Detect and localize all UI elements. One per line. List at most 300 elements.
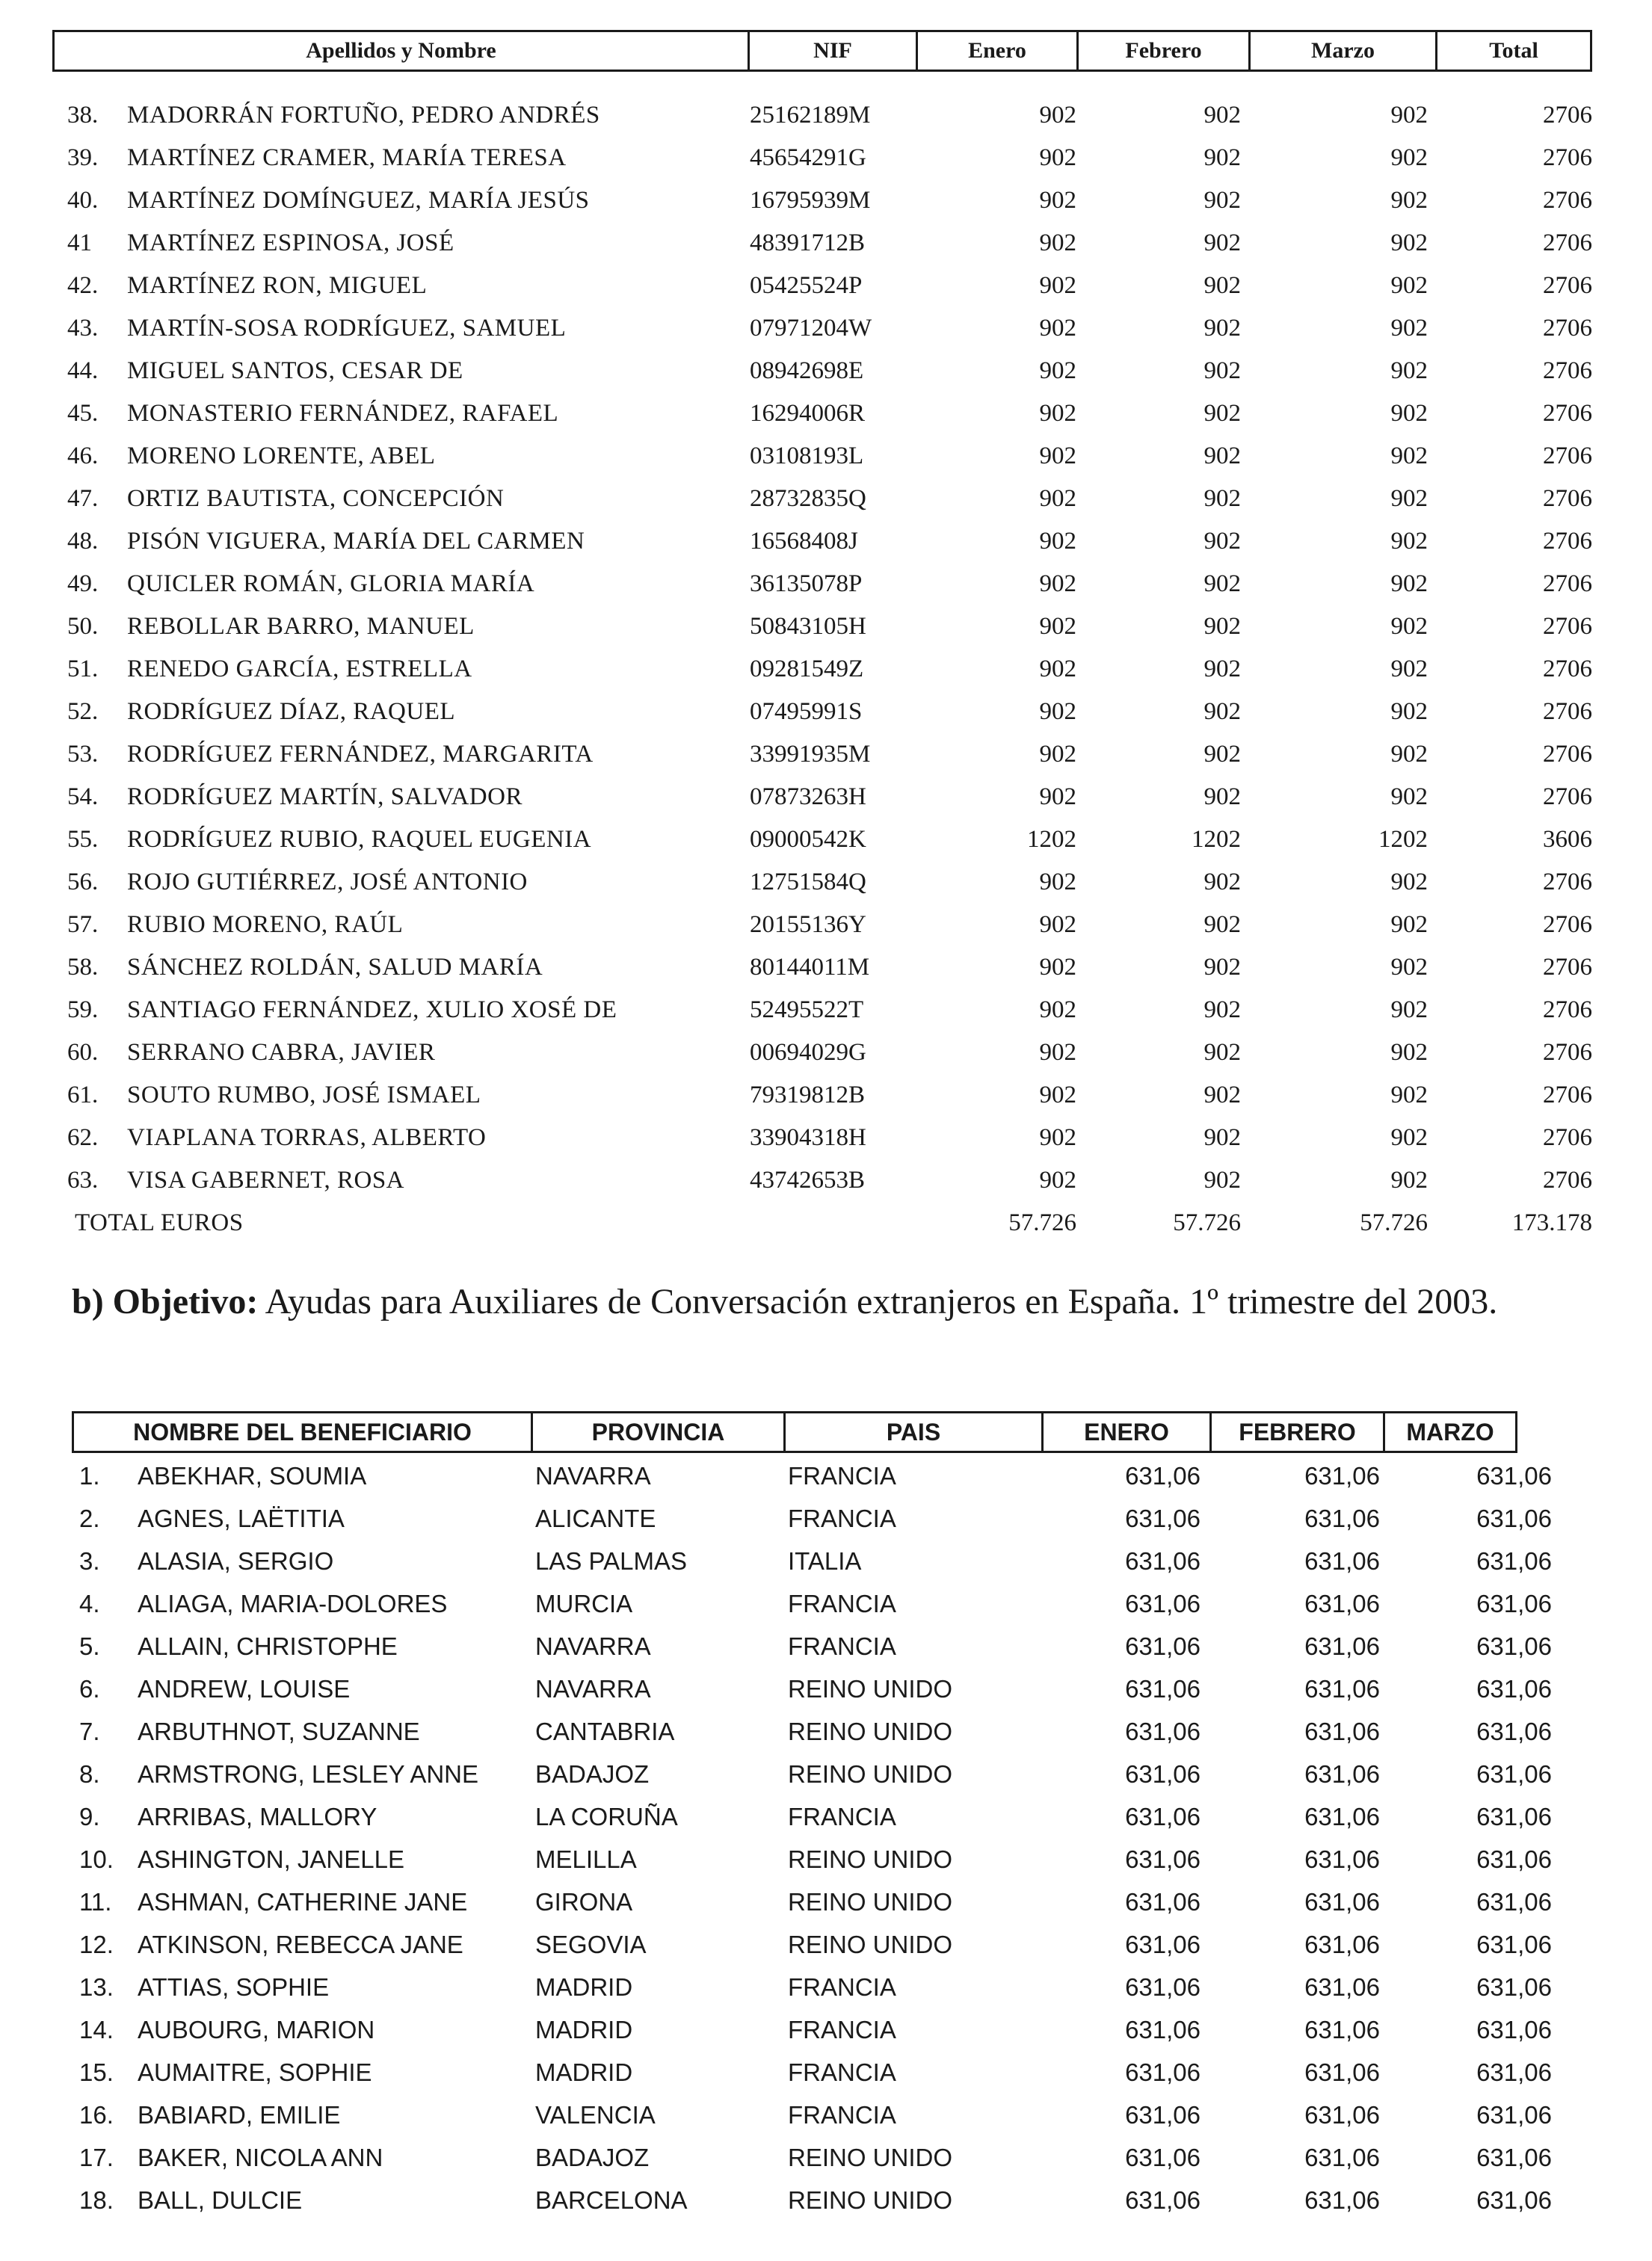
row-enero: 902: [1039, 315, 1076, 342]
table-row: [52, 394, 1592, 437]
row-febrero: 631,06: [1304, 1632, 1380, 1660]
row-febrero: 631,06: [1304, 1675, 1380, 1703]
row-febrero: 902: [1203, 528, 1241, 555]
row-enero: 902: [1039, 102, 1076, 129]
row-number: 2.: [79, 1505, 100, 1532]
row-number: 4.: [79, 1590, 100, 1617]
row-number: 6.: [79, 1675, 100, 1703]
row-nif: 45654291G: [750, 144, 866, 171]
row-febrero: 631,06: [1304, 1505, 1380, 1532]
total-row: [52, 1203, 1592, 1246]
table-row: [72, 1754, 1559, 1797]
row-provincia: ALICANTE: [535, 1505, 656, 1532]
row-number: 56.: [67, 869, 99, 895]
row-nif: 20155136Y: [750, 911, 866, 938]
row-febrero: 902: [1203, 911, 1241, 938]
row-nif: 12751584Q: [750, 869, 866, 895]
row-enero: 902: [1039, 400, 1076, 427]
row-name: REBOLLAR BARRO, MANUEL: [127, 613, 475, 640]
row-number: 52.: [67, 698, 99, 725]
row-name: RODRÍGUEZ DÍAZ, RAQUEL: [127, 698, 456, 725]
row-febrero: 631,06: [1304, 1845, 1380, 1873]
table-row: [52, 607, 1592, 650]
row-number: 15.: [79, 2058, 114, 2086]
header-febrero-b: FEBRERO: [1212, 1413, 1385, 1451]
row-nif: 36135078P: [750, 570, 863, 597]
row-enero: 902: [1039, 911, 1076, 938]
row-number: 55.: [67, 826, 99, 853]
row-febrero: 902: [1203, 357, 1241, 384]
row-enero: 902: [1039, 442, 1076, 469]
row-nif: 07971204W: [750, 315, 872, 342]
row-nif: 48391712B: [750, 229, 866, 256]
table-row: [72, 1626, 1559, 1669]
row-number: 7.: [79, 1718, 100, 1745]
row-number: 61.: [67, 1082, 99, 1108]
row-febrero: 902: [1203, 1124, 1241, 1151]
table-row: [72, 2010, 1559, 2052]
table-b-header: [72, 1411, 1517, 1453]
table-row: [72, 1839, 1559, 1882]
row-name: SÁNCHEZ ROLDÁN, SALUD MARÍA: [127, 954, 543, 981]
row-total: 2706: [1543, 1167, 1592, 1194]
table-a-header: [52, 30, 1592, 72]
row-febrero: 902: [1203, 869, 1241, 895]
row-enero: 631,06: [1125, 1803, 1201, 1830]
row-febrero: 902: [1203, 996, 1241, 1023]
row-marzo: 631,06: [1476, 1760, 1552, 1788]
row-total: 2706: [1543, 1082, 1592, 1108]
row-pais: FRANCIA: [788, 1590, 896, 1617]
row-name: ALIAGA, MARIA-DOLORES: [138, 1590, 448, 1617]
row-total: 2706: [1543, 996, 1592, 1023]
row-febrero: 902: [1203, 485, 1241, 512]
row-number: 59.: [67, 996, 99, 1023]
row-total: 2706: [1543, 528, 1592, 555]
row-enero: 631,06: [1125, 1845, 1201, 1873]
row-febrero: 902: [1203, 741, 1241, 768]
table-row: [52, 522, 1592, 564]
header-nombre-beneficiario: NOMBRE DEL BENEFICIARIO: [74, 1413, 533, 1451]
row-number: 13.: [79, 1973, 114, 2001]
row-enero: 902: [1039, 1039, 1076, 1066]
row-enero: 1202: [1027, 826, 1076, 853]
row-febrero: 902: [1203, 783, 1241, 810]
table-row: [52, 1076, 1592, 1118]
table-row: [52, 650, 1592, 692]
table-row: [72, 2138, 1559, 2180]
row-nif: 08942698E: [750, 357, 864, 384]
row-pais: FRANCIA: [788, 1505, 896, 1532]
table-row: [52, 905, 1592, 948]
row-name: RUBIO MORENO, RAÚL: [127, 911, 404, 938]
row-enero: 902: [1039, 698, 1076, 725]
row-name: BABIARD, EMILIE: [138, 2101, 341, 2129]
row-pais: REINO UNIDO: [788, 1760, 953, 1788]
row-enero: 631,06: [1125, 2101, 1201, 2129]
row-marzo: 902: [1390, 613, 1428, 640]
row-pais: REINO UNIDO: [788, 1718, 953, 1745]
row-number: 10.: [79, 1845, 114, 1873]
row-number: 5.: [79, 1632, 100, 1660]
row-total: 2706: [1543, 229, 1592, 256]
row-marzo: 902: [1390, 869, 1428, 895]
row-marzo: 902: [1390, 102, 1428, 129]
row-number: 54.: [67, 783, 99, 810]
table-row: [52, 223, 1592, 266]
row-enero: 631,06: [1125, 1547, 1201, 1575]
row-febrero: 902: [1203, 442, 1241, 469]
row-pais: FRANCIA: [788, 1803, 896, 1830]
table-row: [52, 309, 1592, 351]
row-enero: 631,06: [1125, 1505, 1201, 1532]
row-pais: REINO UNIDO: [788, 1888, 953, 1916]
row-febrero: 631,06: [1304, 2016, 1380, 2043]
row-marzo: 902: [1390, 911, 1428, 938]
total-total: 173.178: [1511, 1209, 1592, 1236]
row-enero: 902: [1039, 485, 1076, 512]
row-febrero: 902: [1203, 954, 1241, 981]
row-nif: 09281549Z: [750, 656, 864, 682]
row-name: ATKINSON, REBECCA JANE: [138, 1931, 463, 1958]
row-provincia: CANTABRIA: [535, 1718, 675, 1745]
row-marzo: 631,06: [1476, 1718, 1552, 1745]
row-marzo: 902: [1390, 1124, 1428, 1151]
row-enero: 902: [1039, 996, 1076, 1023]
row-febrero: 631,06: [1304, 1803, 1380, 1830]
row-provincia: MADRID: [535, 2058, 633, 2086]
table-row: [52, 479, 1592, 522]
row-nif: 50843105H: [750, 613, 866, 640]
row-marzo: 902: [1390, 528, 1428, 555]
row-marzo: 631,06: [1476, 1845, 1552, 1873]
row-pais: FRANCIA: [788, 1973, 896, 2001]
header-marzo: Marzo: [1251, 32, 1437, 70]
row-total: 2706: [1543, 1124, 1592, 1151]
header-total: Total: [1489, 38, 1538, 63]
row-febrero: 631,06: [1304, 1462, 1380, 1490]
row-marzo: 902: [1390, 656, 1428, 682]
row-total: 2706: [1543, 272, 1592, 299]
row-marzo: 631,06: [1476, 1505, 1552, 1532]
header-pais: PAIS: [786, 1413, 1044, 1451]
row-febrero: 631,06: [1304, 1760, 1380, 1788]
row-provincia: BADAJOZ: [535, 1760, 650, 1788]
row-provincia: NAVARRA: [535, 1462, 651, 1490]
row-marzo: 631,06: [1476, 1547, 1552, 1575]
row-total: 2706: [1543, 613, 1592, 640]
row-febrero: 902: [1203, 698, 1241, 725]
row-number: 3.: [79, 1547, 100, 1575]
row-name: MARTÍN-SOSA RODRÍGUEZ, SAMUEL: [127, 315, 567, 342]
row-enero: 631,06: [1125, 1632, 1201, 1660]
row-number: 63.: [67, 1167, 99, 1194]
row-nif: 43742653B: [750, 1167, 866, 1194]
row-marzo: 631,06: [1476, 1462, 1552, 1490]
row-febrero: 902: [1203, 613, 1241, 640]
row-name: AUMAITRE, SOPHIE: [138, 2058, 372, 2086]
row-number: 18.: [79, 2186, 114, 2214]
row-febrero: 1202: [1192, 826, 1241, 853]
row-total: 2706: [1543, 698, 1592, 725]
table-row: [72, 1456, 1559, 1499]
row-marzo: 631,06: [1476, 1973, 1552, 2001]
row-nif: 33904318H: [750, 1124, 866, 1151]
row-name: MARTÍNEZ RON, MIGUEL: [127, 272, 428, 299]
row-pais: REINO UNIDO: [788, 2186, 953, 2214]
row-total: 2706: [1543, 954, 1592, 981]
section-b-text: Ayudas para Auxiliares de Conversación extranjeros en España. 1º trimestre del 2003.: [258, 1282, 1498, 1321]
row-pais: REINO UNIDO: [788, 1675, 953, 1703]
row-number: 41: [67, 229, 92, 256]
table-row: [52, 1118, 1592, 1161]
row-febrero: 902: [1203, 144, 1241, 171]
table-row: [52, 1033, 1592, 1076]
row-name: ARMSTRONG, LESLEY ANNE: [138, 1760, 479, 1788]
row-number: 9.: [79, 1803, 100, 1830]
row-provincia: LA CORUÑA: [535, 1803, 678, 1830]
row-total: 2706: [1543, 144, 1592, 171]
table-row: [72, 1925, 1559, 1967]
row-febrero: 902: [1203, 102, 1241, 129]
table-row: [52, 948, 1592, 990]
table-row: [72, 2052, 1559, 2095]
row-pais: FRANCIA: [788, 1462, 896, 1490]
row-febrero: 631,06: [1304, 1590, 1380, 1617]
table-row: [72, 1541, 1559, 1584]
row-pais: FRANCIA: [788, 2058, 896, 2086]
row-febrero: 902: [1203, 400, 1241, 427]
row-total: 2706: [1543, 485, 1592, 512]
row-enero: 631,06: [1125, 1760, 1201, 1788]
header-febrero: Febrero: [1079, 32, 1251, 70]
row-name: ARBUTHNOT, SUZANNE: [138, 1718, 420, 1745]
row-name: SOUTO RUMBO, JOSÉ ISMAEL: [127, 1082, 481, 1108]
row-enero: 902: [1039, 187, 1076, 214]
row-enero: 902: [1039, 869, 1076, 895]
row-marzo: 631,06: [1476, 2101, 1552, 2129]
row-number: 11.: [79, 1888, 112, 1916]
row-nif: 80144011M: [750, 954, 870, 981]
row-name: MARTÍNEZ DOMÍNGUEZ, MARÍA JESÚS: [127, 187, 590, 214]
row-febrero: 902: [1203, 1167, 1241, 1194]
table-row: [72, 2095, 1559, 2138]
section-b-heading: [72, 1280, 1537, 1324]
row-enero: 631,06: [1125, 2016, 1201, 2043]
row-marzo: 631,06: [1476, 2058, 1552, 2086]
row-marzo: 902: [1390, 187, 1428, 214]
row-enero: 902: [1039, 1124, 1076, 1151]
row-enero: 631,06: [1125, 1675, 1201, 1703]
row-marzo: 631,06: [1476, 1590, 1552, 1617]
row-total: 2706: [1543, 442, 1592, 469]
row-febrero: 902: [1203, 187, 1241, 214]
row-number: 43.: [67, 315, 99, 342]
row-provincia: SEGOVIA: [535, 1931, 647, 1958]
row-name: MARTÍNEZ ESPINOSA, JOSÉ: [127, 229, 454, 256]
header-apellidos-nombre: Apellidos y Nombre: [55, 32, 750, 70]
row-enero: 902: [1039, 528, 1076, 555]
table-a-body: [52, 96, 1592, 1246]
row-pais: REINO UNIDO: [788, 2144, 953, 2171]
table-row: [72, 2180, 1559, 2223]
row-marzo: 902: [1390, 485, 1428, 512]
row-provincia: LAS PALMAS: [535, 1547, 687, 1575]
row-provincia: BADAJOZ: [535, 2144, 650, 2171]
header-provincia: PROVINCIA: [533, 1413, 786, 1451]
row-marzo: 631,06: [1476, 1888, 1552, 1916]
table-row: [72, 1712, 1559, 1754]
row-marzo: 902: [1390, 783, 1428, 810]
row-name: ARRIBAS, MALLORY: [138, 1803, 377, 1830]
row-name: VIAPLANA TORRAS, ALBERTO: [127, 1124, 487, 1151]
row-number: 8.: [79, 1760, 100, 1788]
row-enero: 631,06: [1125, 1462, 1201, 1490]
row-marzo: 902: [1390, 1039, 1428, 1066]
row-pais: FRANCIA: [788, 1632, 896, 1660]
row-marzo: 902: [1390, 315, 1428, 342]
row-marzo: 902: [1390, 400, 1428, 427]
row-enero: 902: [1039, 229, 1076, 256]
row-number: 53.: [67, 741, 99, 768]
row-provincia: GIRONA: [535, 1888, 633, 1916]
row-number: 17.: [79, 2144, 114, 2171]
row-name: ASHINGTON, JANELLE: [138, 1845, 404, 1873]
table-row: [52, 692, 1592, 735]
row-total: 2706: [1543, 783, 1592, 810]
row-nif: 79319812B: [750, 1082, 866, 1108]
row-name: PISÓN VIGUERA, MARÍA DEL CARMEN: [127, 528, 585, 555]
row-nif: 09000542K: [750, 826, 866, 853]
row-febrero: 902: [1203, 229, 1241, 256]
row-febrero: 902: [1203, 315, 1241, 342]
row-number: 14.: [79, 2016, 114, 2043]
row-marzo: 902: [1390, 996, 1428, 1023]
row-name: ATTIAS, SOPHIE: [138, 1973, 330, 2001]
row-number: 45.: [67, 400, 99, 427]
total-marzo: 57.726: [1360, 1209, 1428, 1236]
row-pais: FRANCIA: [788, 2016, 896, 2043]
row-marzo: 631,06: [1476, 1931, 1552, 1958]
row-number: 40.: [67, 187, 99, 214]
table-row: [52, 777, 1592, 820]
row-febrero: 902: [1203, 272, 1241, 299]
row-total: 2706: [1543, 741, 1592, 768]
row-name: ALASIA, SERGIO: [138, 1547, 334, 1575]
row-enero: 902: [1039, 1082, 1076, 1108]
row-provincia: MELILLA: [535, 1845, 637, 1873]
row-enero: 902: [1039, 144, 1076, 171]
row-enero: 902: [1039, 741, 1076, 768]
row-nif: 16568408J: [750, 528, 858, 555]
row-total: 2706: [1543, 187, 1592, 214]
row-nif: 07495991S: [750, 698, 863, 725]
table-row: [72, 1584, 1559, 1626]
table-row: [72, 1499, 1559, 1541]
table-row: [52, 735, 1592, 777]
row-name: MORENO LORENTE, ABEL: [127, 442, 436, 469]
row-name: MIGUEL SANTOS, CESAR DE: [127, 357, 463, 384]
row-total: 2706: [1543, 570, 1592, 597]
row-pais: REINO UNIDO: [788, 1845, 953, 1873]
row-nif: 16795939M: [750, 187, 871, 214]
row-marzo: 902: [1390, 1082, 1428, 1108]
row-febrero: 902: [1203, 1039, 1241, 1066]
row-number: 60.: [67, 1039, 99, 1066]
row-number: 58.: [67, 954, 99, 981]
row-marzo: 902: [1390, 1167, 1428, 1194]
total-enero: 57.726: [1008, 1209, 1076, 1236]
table-row: [72, 1967, 1559, 2010]
row-number: 42.: [67, 272, 99, 299]
row-marzo: 631,06: [1476, 1632, 1552, 1660]
row-provincia: MURCIA: [535, 1590, 633, 1617]
row-name: ROJO GUTIÉRREZ, JOSÉ ANTONIO: [127, 869, 528, 895]
row-number: 12.: [79, 1931, 114, 1958]
row-name: MARTÍNEZ CRAMER, MARÍA TERESA: [127, 144, 567, 171]
row-marzo: 631,06: [1476, 2186, 1552, 2214]
table-b-body: [72, 1456, 1559, 2223]
row-marzo: 902: [1390, 698, 1428, 725]
row-enero: 902: [1039, 783, 1076, 810]
row-name: RODRÍGUEZ MARTÍN, SALVADOR: [127, 783, 523, 810]
row-nif: 03108193L: [750, 442, 864, 469]
row-total: 3606: [1543, 826, 1592, 853]
row-marzo: 902: [1390, 144, 1428, 171]
row-name: BALL, DULCIE: [138, 2186, 303, 2214]
row-febrero: 631,06: [1304, 2186, 1380, 2214]
row-marzo: 631,06: [1476, 1675, 1552, 1703]
row-number: 49.: [67, 570, 99, 597]
row-name: AUBOURG, MARION: [138, 2016, 375, 2043]
row-enero: 902: [1039, 1167, 1076, 1194]
row-nif: 33991935M: [750, 741, 871, 768]
row-nif: 16294006R: [750, 400, 866, 427]
row-name: MONASTERIO FERNÁNDEZ, RAFAEL: [127, 400, 559, 427]
header-marzo-b: MARZO: [1406, 1418, 1494, 1446]
row-enero: 902: [1039, 613, 1076, 640]
row-marzo: 631,06: [1476, 2144, 1552, 2171]
row-number: 62.: [67, 1124, 99, 1151]
row-number: 16.: [79, 2101, 114, 2129]
row-nif: 00694029G: [750, 1039, 866, 1066]
table-row: [52, 437, 1592, 479]
row-number: 38.: [67, 102, 99, 129]
row-provincia: MADRID: [535, 1973, 633, 2001]
total-febrero: 57.726: [1173, 1209, 1241, 1236]
row-name: AGNES, LAËTITIA: [138, 1505, 345, 1532]
row-enero: 631,06: [1125, 2186, 1201, 2214]
row-enero: 631,06: [1125, 2058, 1201, 2086]
row-febrero: 631,06: [1304, 2101, 1380, 2129]
table-row: [52, 990, 1592, 1033]
row-enero: 902: [1039, 954, 1076, 981]
row-name: SERRANO CABRA, JAVIER: [127, 1039, 436, 1066]
row-name: RODRÍGUEZ FERNÁNDEZ, MARGARITA: [127, 741, 594, 768]
row-enero: 902: [1039, 570, 1076, 597]
row-total: 2706: [1543, 656, 1592, 682]
row-number: 46.: [67, 442, 99, 469]
row-enero: 631,06: [1125, 1888, 1201, 1916]
row-nif: 28732835Q: [750, 485, 866, 512]
row-total: 2706: [1543, 911, 1592, 938]
row-febrero: 902: [1203, 570, 1241, 597]
row-febrero: 902: [1203, 1082, 1241, 1108]
row-number: 51.: [67, 656, 99, 682]
row-marzo: 902: [1390, 741, 1428, 768]
header-enero: Enero: [918, 32, 1079, 70]
row-febrero: 902: [1203, 656, 1241, 682]
